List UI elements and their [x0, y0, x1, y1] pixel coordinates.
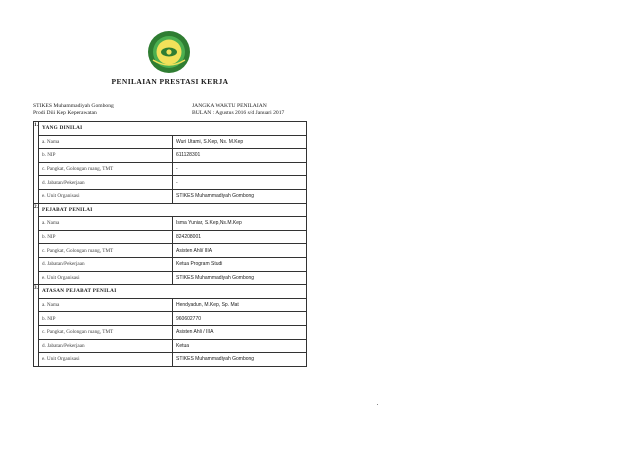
- field-value: -: [173, 176, 307, 190]
- section-header: [34, 285, 307, 299]
- header-program-name: Prodi Diii Kep Keperawatan: [33, 110, 97, 116]
- field-value: -: [173, 162, 307, 176]
- table-row: [34, 176, 307, 190]
- field-label: e. Unit Organisasi: [39, 189, 173, 203]
- header-period-months: BULAN : Agustus 2016 s/d Januari 2017: [192, 110, 285, 116]
- header-institution-name: STIKES Muhammadiyah Gombong: [33, 103, 114, 109]
- section-title: PEJABAT PENILAI: [39, 203, 307, 217]
- field-value: STIKES Muhammadiyah Gombong: [173, 189, 307, 203]
- field-value: 824208001: [173, 230, 307, 244]
- field-value: Asisten Ahli/ IIIA: [173, 244, 307, 258]
- table-row: [34, 162, 307, 176]
- table-row: [34, 312, 307, 326]
- field-label: d. Jabatan/Pekerjaan: [39, 176, 173, 190]
- field-value: 611128301: [173, 149, 307, 163]
- section-number: 3.: [34, 285, 39, 367]
- field-label: b. NIP: [39, 230, 173, 244]
- field-label: b. NIP: [39, 149, 173, 163]
- table-row: [34, 353, 307, 367]
- field-label: c. Pangkat, Golongan ruang, TMT: [39, 244, 173, 258]
- assessment-form-table: [33, 121, 307, 367]
- field-value: Ketua Program Studi: [173, 257, 307, 271]
- table-row: [34, 149, 307, 163]
- field-label: e. Unit Organisasi: [39, 353, 173, 367]
- field-label: c. Pangkat, Golongan ruang, TMT: [39, 325, 173, 339]
- field-label: b. NIP: [39, 312, 173, 326]
- field-value: Asisten Ahli / IIIA: [173, 325, 307, 339]
- field-value: STIKES Muhammadiyah Gombong: [173, 271, 307, 285]
- scan-speck: [377, 404, 378, 405]
- section-header: [34, 122, 307, 136]
- header-period-title: JANGKA WAKTU PENILAIAN: [192, 103, 267, 109]
- table-row: [34, 271, 307, 285]
- field-label: c. Pangkat, Golongan ruang, TMT: [39, 162, 173, 176]
- field-label: e. Unit Organisasi: [39, 271, 173, 285]
- field-label: d. Jabatan/Pekerjaan: [39, 257, 173, 271]
- table-row: [34, 135, 307, 149]
- table-row: [34, 339, 307, 353]
- field-label: a. Nama: [39, 298, 173, 312]
- table-row: [34, 230, 307, 244]
- field-label: a. Nama: [39, 217, 173, 231]
- section-title: ATASAN PEJABAT PENILAI: [39, 285, 307, 299]
- table-row: [34, 189, 307, 203]
- table-row: [34, 244, 307, 258]
- table-row: [34, 217, 307, 231]
- field-value: Ketua: [173, 339, 307, 353]
- field-value: Wuri Utami, S.Kep, Ns. M.Kep: [173, 135, 307, 149]
- section-number: 1.: [34, 122, 39, 204]
- institution-logo: [147, 30, 191, 74]
- header-period: [192, 103, 284, 117]
- field-value: Isma Yuniar, S.Kep,Ns.M.Kep: [173, 217, 307, 231]
- header-institution: [33, 103, 114, 117]
- field-label: d. Jabatan/Pekerjaan: [39, 339, 173, 353]
- table-row: [34, 325, 307, 339]
- field-value: STIKES Muhammadiyah Gombong: [173, 353, 307, 367]
- document-title: PENILAIAN PRESTASI KERJA: [111, 77, 229, 86]
- table-row: [34, 298, 307, 312]
- section-title: YANG DINILAI: [39, 122, 307, 136]
- field-label: a. Nama: [39, 135, 173, 149]
- section-header: [34, 203, 307, 217]
- field-value: 960602770: [173, 312, 307, 326]
- field-value: Hendyadun, M.Kep, Sp. Mat: [173, 298, 307, 312]
- section-number: 2.: [34, 203, 39, 285]
- table-row: [34, 257, 307, 271]
